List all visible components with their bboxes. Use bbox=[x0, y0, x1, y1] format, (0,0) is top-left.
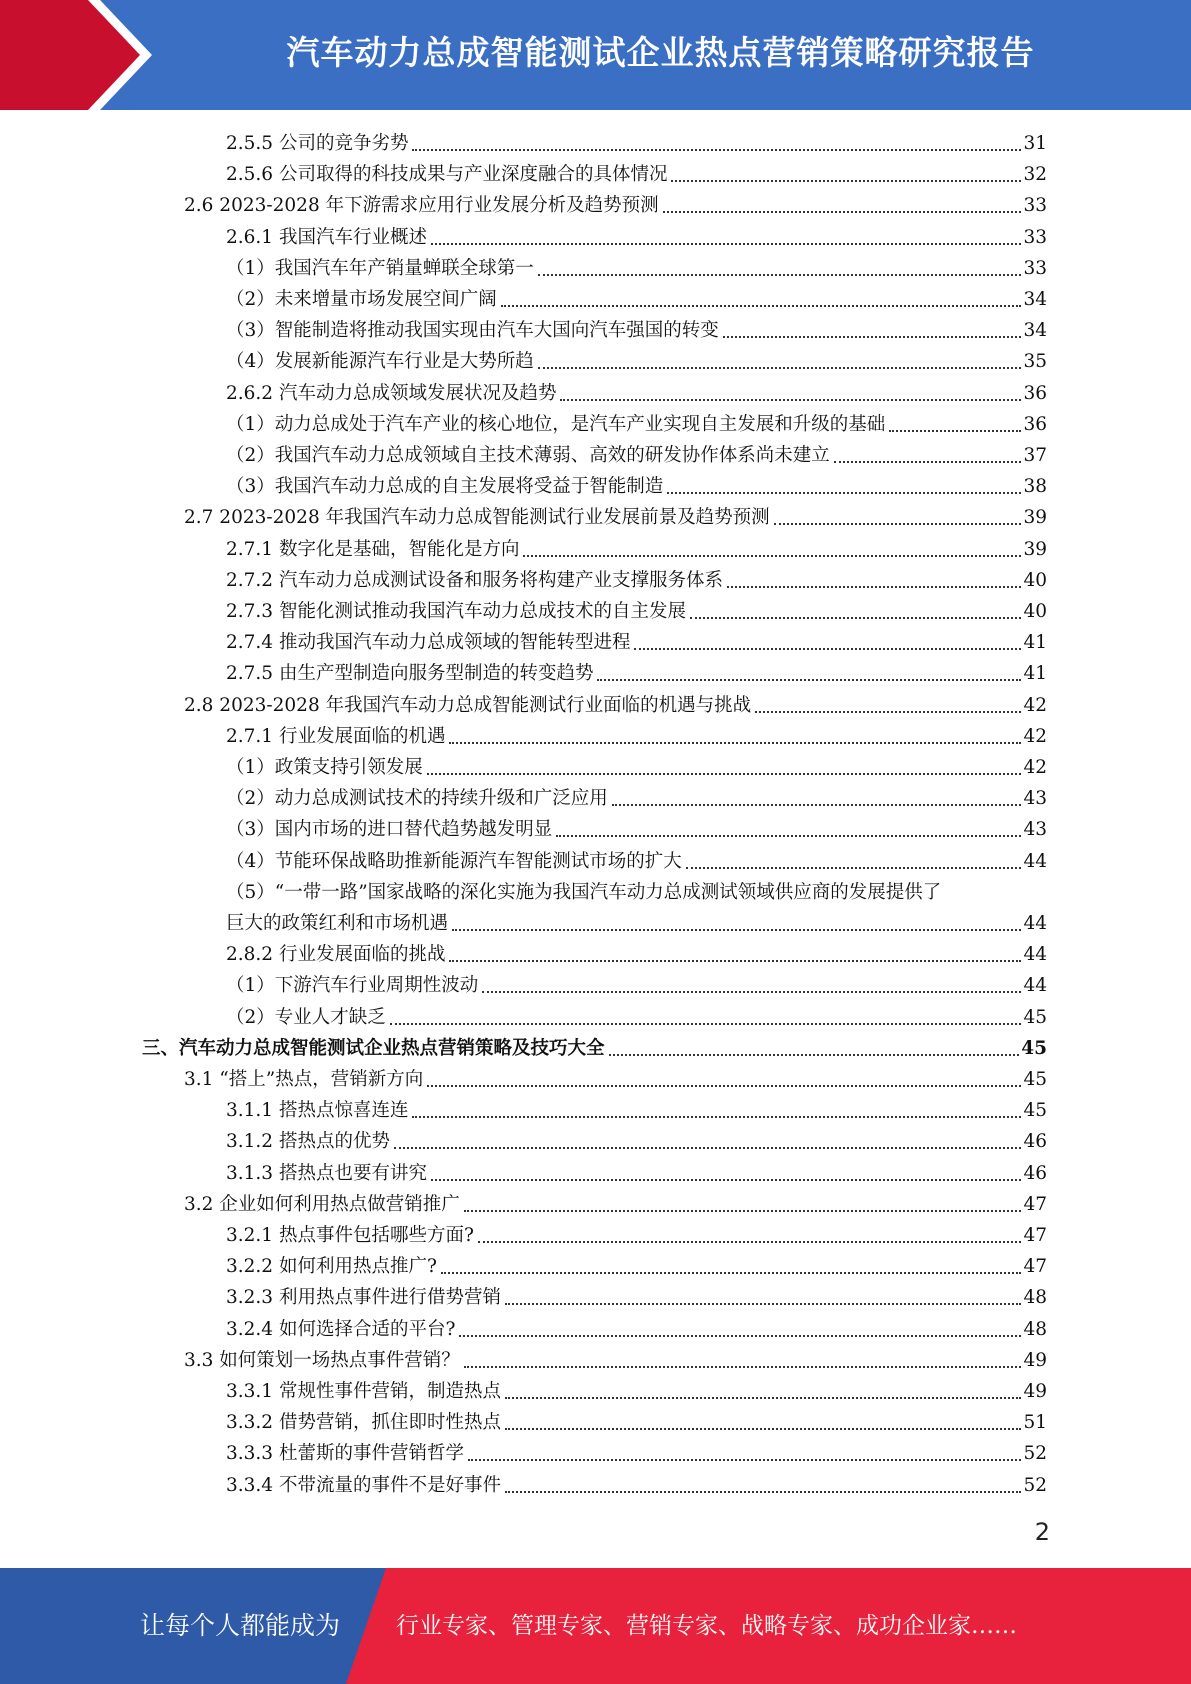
toc-entry-page: 43 bbox=[1023, 788, 1047, 810]
toc-dot-leader bbox=[505, 1397, 1021, 1399]
toc-entry-label: 3.3.1 常规性事件营销，制造热点 bbox=[226, 1381, 501, 1402]
toc-dot-leader bbox=[427, 773, 1022, 775]
toc-entry[interactable] bbox=[184, 1062, 1047, 1093]
toc-entry[interactable] bbox=[226, 157, 1047, 188]
toc-dot-leader bbox=[556, 835, 1021, 837]
toc-dot-leader bbox=[834, 461, 1022, 463]
footer-roles: 行业专家、管理专家、营销专家、战略专家、成功企业家…… bbox=[396, 1613, 1017, 1639]
toc-entry[interactable] bbox=[226, 1374, 1047, 1405]
toc-entry[interactable] bbox=[226, 1468, 1047, 1499]
toc-entry[interactable] bbox=[226, 1405, 1047, 1436]
toc-entry[interactable] bbox=[226, 781, 1047, 812]
page-number: 2 bbox=[1034, 1518, 1050, 1546]
toc-entry-page: 49 bbox=[1023, 1349, 1047, 1371]
toc-entry[interactable] bbox=[226, 563, 1047, 594]
toc-entry-page: 39 bbox=[1023, 538, 1047, 560]
toc-entry-label: 3.2.2 如何利用热点推广? bbox=[226, 1256, 437, 1278]
toc-entry-label: 2.6.2 汽车动力总成领域发展状况及趋势 bbox=[226, 382, 557, 404]
toc-entry-page: 40 bbox=[1023, 569, 1047, 591]
toc-entry[interactable] bbox=[226, 313, 1047, 344]
toc-entry[interactable] bbox=[226, 1093, 1047, 1124]
toc-entry-page: 44 bbox=[1023, 944, 1047, 966]
toc-entry-page: 41 bbox=[1023, 663, 1047, 685]
toc-entry-label: 2.8.2 行业发展面临的挑战 bbox=[226, 944, 446, 966]
toc-entry[interactable] bbox=[226, 656, 1047, 687]
toc-dot-leader bbox=[634, 648, 1021, 650]
toc-entry[interactable] bbox=[226, 376, 1047, 407]
toc-entry-page: 52 bbox=[1023, 1443, 1047, 1465]
toc-dot-leader bbox=[394, 1147, 1021, 1149]
toc-entry-label: 3.3.3 杜蕾斯的事件营销哲学 bbox=[226, 1443, 464, 1465]
toc-entry-label: 2.6 2023-2028 年下游需求应用行业发展分析及趋势预测 bbox=[184, 195, 659, 217]
toc-entry-label: 三、汽车动力总成智能测试企业热点营销策略及技巧大全 bbox=[142, 1037, 605, 1059]
toc-dot-leader bbox=[459, 1335, 1021, 1337]
toc-entry[interactable] bbox=[226, 1249, 1047, 1280]
toc-entry-page: 44 bbox=[1023, 975, 1047, 997]
toc-entry[interactable] bbox=[226, 1312, 1047, 1343]
toc-entry-page: 43 bbox=[1023, 819, 1047, 841]
toc-entry-page: 46 bbox=[1023, 1131, 1047, 1153]
toc-entry[interactable] bbox=[184, 500, 1047, 531]
toc-entry-page: 33 bbox=[1023, 257, 1047, 279]
toc-entry-page: 40 bbox=[1023, 601, 1047, 622]
toc-entry[interactable] bbox=[226, 906, 1047, 937]
toc-entry-label: 2.8 2023-2028 年我国汽车动力总成智能测试行业面临的机遇与挑战 bbox=[184, 694, 752, 716]
toc-entry-page: 42 bbox=[1023, 757, 1047, 778]
toc-entry-page: 52 bbox=[1023, 1474, 1047, 1496]
toc-entry-page: 47 bbox=[1023, 1256, 1047, 1278]
toc-dot-leader bbox=[663, 211, 1022, 213]
toc-dot-leader bbox=[505, 1428, 1021, 1430]
toc-entry-label: 3.3.4 不带流量的事件不是好事件 bbox=[226, 1474, 501, 1496]
toc-entry-label: （1）我国汽车年产销量蝉联全球第一 bbox=[226, 257, 534, 279]
toc-entry[interactable] bbox=[226, 937, 1047, 968]
toc-entry-label: 3.2.3 利用热点事件进行借势营销 bbox=[226, 1287, 501, 1309]
toc-entry-label: （4）节能环保战略助推新能源汽车智能测试市场的扩大 bbox=[226, 850, 682, 872]
toc-entry-label: 2.5.5 公司的竞争劣势 bbox=[226, 133, 409, 154]
toc-entry-page: 36 bbox=[1023, 413, 1047, 435]
toc-entry-label: （4）发展新能源汽车行业是大势所趋 bbox=[226, 351, 534, 373]
toc-entry-page: 36 bbox=[1023, 382, 1047, 404]
toc-entry[interactable] bbox=[226, 625, 1047, 656]
toc-entry-label: （3）智能制造将推动我国实现由汽车大国向汽车强国的转变 bbox=[226, 320, 719, 342]
toc-entry-label: （2）专业人才缺乏 bbox=[226, 1006, 386, 1028]
toc-dot-leader bbox=[468, 1459, 1021, 1461]
toc-dot-leader bbox=[727, 586, 1021, 588]
toc-dot-leader bbox=[723, 336, 1022, 338]
toc-entry[interactable] bbox=[226, 812, 1047, 843]
toc-dot-leader bbox=[431, 1179, 1021, 1181]
toc-dot-leader bbox=[412, 149, 1021, 151]
toc-entry-label: 3.1 “搭上”热点，营销新方向 bbox=[184, 1069, 424, 1090]
toc-entry[interactable] bbox=[184, 1187, 1047, 1218]
toc-entry[interactable] bbox=[226, 220, 1047, 251]
toc-entry-label: 3.2 企业如何利用热点做营销推广 bbox=[184, 1193, 460, 1215]
toc-entry[interactable] bbox=[226, 1436, 1047, 1467]
toc-entry[interactable] bbox=[226, 594, 1047, 625]
toc-entry-page: 45 bbox=[1021, 1037, 1047, 1059]
header-banner bbox=[0, 0, 1191, 110]
toc-entry-page: 41 bbox=[1023, 632, 1047, 654]
toc-entry-label: 3.3.2 借势营销，抓住即时性热点 bbox=[226, 1412, 501, 1434]
toc-entry-page: 45 bbox=[1023, 1100, 1047, 1122]
toc-entry[interactable] bbox=[226, 282, 1047, 313]
toc-entry[interactable] bbox=[226, 532, 1047, 563]
toc-dot-leader bbox=[505, 1491, 1021, 1493]
toc-entry[interactable] bbox=[184, 1343, 1047, 1374]
toc-entry[interactable] bbox=[184, 688, 1047, 719]
toc-entry-page: 31 bbox=[1023, 133, 1047, 154]
toc-entry-label: 3.2.1 热点事件包括哪些方面? bbox=[226, 1225, 474, 1246]
toc-dot-leader bbox=[412, 1116, 1021, 1118]
toc-entry-label: （1）下游汽车行业周期性波动 bbox=[226, 975, 479, 997]
toc-dot-leader bbox=[482, 991, 1021, 993]
toc-entry-label: 3.1.1 搭热点惊喜连连 bbox=[226, 1100, 409, 1122]
toc-entry-label-line1: （5）“一带一路”国家战略的深化实施为我国汽车动力总成测试领域供应商的发展提供了 bbox=[226, 881, 942, 903]
toc-entry[interactable] bbox=[226, 251, 1047, 282]
toc-entry-label: （3）我国汽车动力总成的自主发展将受益于智能制造 bbox=[226, 476, 664, 498]
toc-entry[interactable] bbox=[226, 1124, 1047, 1155]
toc-dot-leader bbox=[667, 492, 1021, 494]
toc-entry-page: 35 bbox=[1023, 351, 1047, 373]
toc-entry[interactable] bbox=[226, 344, 1047, 375]
toc-entry-label: 3.1.3 搭热点也要有讲究 bbox=[226, 1162, 427, 1184]
toc-entry-page: 42 bbox=[1023, 694, 1047, 716]
toc-dot-leader bbox=[538, 274, 1022, 276]
toc-dot-leader bbox=[609, 1054, 1020, 1056]
report-title: 汽车动力总成智能测试企业热点营销策略研究报告 bbox=[286, 33, 1035, 72]
toc-dot-leader bbox=[431, 243, 1021, 245]
toc-entry-page: 38 bbox=[1023, 476, 1047, 498]
toc-entry[interactable] bbox=[226, 407, 1047, 438]
toc-dot-leader bbox=[464, 1366, 1022, 1368]
toc-entry[interactable] bbox=[226, 1218, 1047, 1249]
footer-slogan: 让每个人都能成为 bbox=[140, 1611, 341, 1640]
toc-entry-label: 2.7.2 汽车动力总成测试设备和服务将构建产业支撑服务体系 bbox=[226, 569, 723, 591]
toc-entry-label: （2）动力总成测试技术的持续升级和广泛应用 bbox=[226, 788, 608, 810]
toc-dot-leader bbox=[538, 367, 1022, 369]
toc-entry-label: 3.3 如何策划一场热点事件营销？ bbox=[184, 1349, 460, 1371]
toc-entry-page: 49 bbox=[1023, 1381, 1047, 1402]
toc-dot-leader bbox=[560, 399, 1021, 401]
toc-entry-label: 巨大的政策红利和市场机遇 bbox=[226, 913, 449, 934]
toc-dot-leader bbox=[390, 1023, 1022, 1025]
toc-entry-label: （2）未来增量市场发展空间广阔 bbox=[226, 289, 497, 310]
toc-entry-label: （1）动力总成处于汽车产业的核心地位，是汽车产业实现自主发展和升级的基础 bbox=[226, 413, 886, 435]
toc-dot-leader bbox=[452, 929, 1021, 931]
toc-entry[interactable] bbox=[226, 750, 1047, 781]
toc-entry-label: 2.7.4 推动我国汽车动力总成领域的智能转型进程 bbox=[226, 632, 631, 654]
toc-entry-page: 51 bbox=[1023, 1412, 1047, 1434]
toc-entry-page: 34 bbox=[1023, 320, 1047, 342]
toc-entry-page: 45 bbox=[1023, 1006, 1047, 1028]
toc-entry-label: 2.6.1 我国汽车行业概述 bbox=[226, 226, 427, 248]
toc-entry-page: 44 bbox=[1023, 913, 1047, 934]
toc-entry-page: 34 bbox=[1023, 289, 1047, 310]
toc-entry-page: 45 bbox=[1023, 1069, 1047, 1090]
toc-dot-leader bbox=[449, 960, 1021, 962]
toc-entry[interactable] bbox=[226, 719, 1047, 750]
toc-dot-leader bbox=[597, 679, 1021, 681]
toc-dot-leader bbox=[671, 180, 1021, 182]
toc-dot-leader bbox=[774, 523, 1022, 525]
toc-entry[interactable] bbox=[226, 968, 1047, 999]
toc-entry-label: 2.7.5 由生产型制造向服务型制造的转变趋势 bbox=[226, 663, 594, 685]
toc-entry-page: 37 bbox=[1023, 445, 1047, 466]
toc-entry[interactable] bbox=[226, 1156, 1047, 1187]
toc-dot-leader bbox=[889, 430, 1021, 432]
toc-entry-label: 2.7.1 行业发展面临的机遇 bbox=[226, 725, 446, 747]
toc-entry-label: 2.5.6 公司取得的科技成果与产业深度融合的具体情况 bbox=[226, 164, 668, 186]
toc-dot-leader bbox=[755, 711, 1021, 713]
footer-banner bbox=[0, 1568, 1191, 1684]
toc-entry[interactable] bbox=[184, 188, 1047, 219]
toc-entry-label: 2.7 2023-2028 年我国汽车动力总成智能测试行业发展前景及趋势预测 bbox=[184, 507, 770, 529]
toc-dot-leader bbox=[612, 804, 1022, 806]
toc-entry-label: （2）我国汽车动力总成领域自主技术薄弱、高效的研发协作体系尚未建立 bbox=[226, 445, 830, 466]
toc-entry-page: 33 bbox=[1023, 195, 1047, 217]
toc-entry-label: 3.2.4 如何选择合适的平台? bbox=[226, 1318, 456, 1340]
toc-entry-label: 2.7.1 数字化是基础，智能化是方向 bbox=[226, 538, 520, 560]
toc-entry-label: （3）国内市场的进口替代趋势越发明显 bbox=[226, 819, 553, 841]
toc-entry[interactable] bbox=[226, 469, 1047, 500]
toc-entry[interactable] bbox=[226, 1280, 1047, 1311]
toc-dot-leader bbox=[501, 305, 1022, 307]
toc-dot-leader bbox=[427, 1085, 1021, 1087]
toc-entry-page: 48 bbox=[1023, 1318, 1047, 1340]
toc-entry[interactable] bbox=[226, 438, 1047, 469]
toc-entry-label: 3.1.2 搭热点的优势 bbox=[226, 1131, 390, 1153]
toc-entry-page: 46 bbox=[1023, 1162, 1047, 1184]
toc-entry-page: 33 bbox=[1023, 226, 1047, 248]
toc-entry[interactable] bbox=[142, 1031, 1047, 1062]
toc-entry[interactable] bbox=[226, 844, 1047, 875]
toc-entry-label: （1）政策支持引领发展 bbox=[226, 757, 423, 778]
toc-entry-page: 44 bbox=[1023, 850, 1047, 872]
toc-entry-page: 42 bbox=[1023, 725, 1047, 747]
toc-entry-page: 32 bbox=[1023, 164, 1047, 186]
toc-entry[interactable] bbox=[226, 126, 1047, 157]
toc-entry-page: 47 bbox=[1023, 1225, 1047, 1246]
toc-dot-leader bbox=[478, 1241, 1022, 1243]
toc-entry-page: 39 bbox=[1023, 507, 1047, 529]
toc-dot-leader bbox=[690, 617, 1021, 619]
toc-dot-leader bbox=[441, 1272, 1022, 1274]
toc-entry-page: 47 bbox=[1023, 1193, 1047, 1215]
toc-entry-label: 2.7.3 智能化测试推动我国汽车动力总成技术的自主发展 bbox=[226, 601, 686, 622]
toc-entry[interactable] bbox=[226, 1000, 1047, 1031]
toc-dot-leader bbox=[523, 555, 1021, 557]
toc-entry-page: 48 bbox=[1023, 1287, 1047, 1309]
toc-dot-leader bbox=[686, 867, 1022, 869]
toc-dot-leader bbox=[464, 1210, 1022, 1212]
toc-dot-leader bbox=[505, 1303, 1021, 1305]
toc-dot-leader bbox=[449, 742, 1021, 744]
